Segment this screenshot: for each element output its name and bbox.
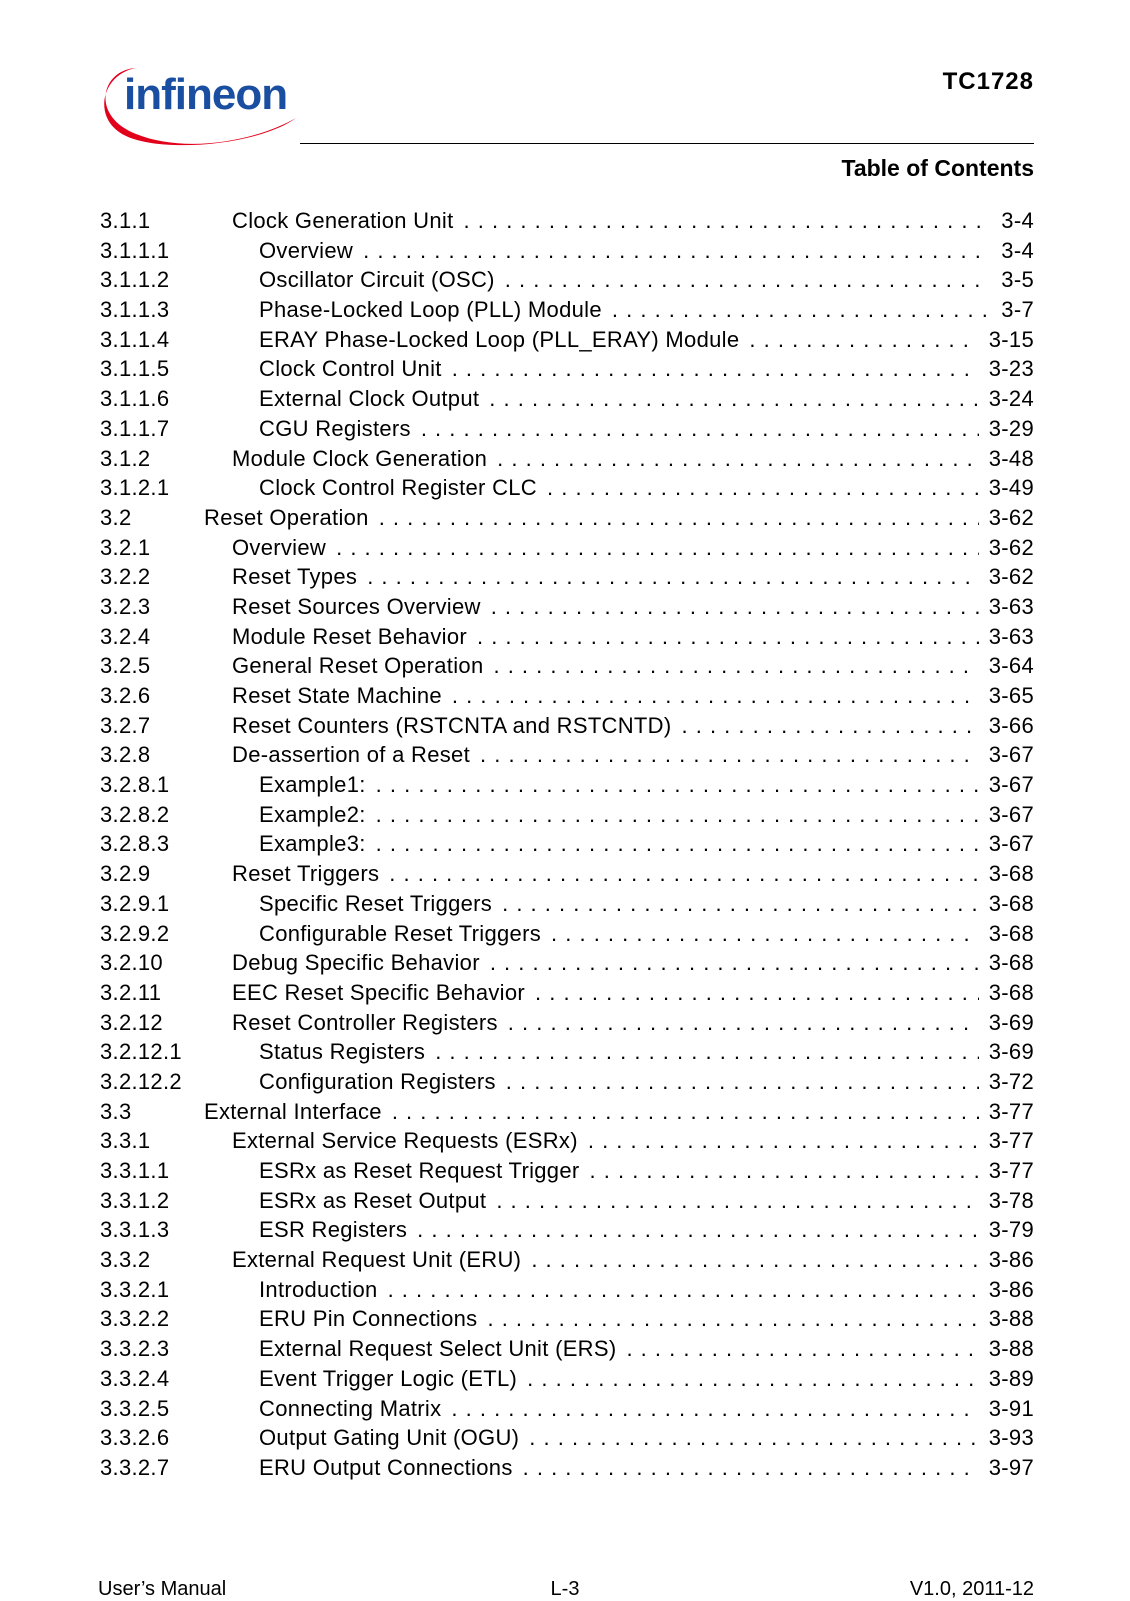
toc-entry-number: 3.3.2.7 — [100, 1454, 170, 1480]
toc-entry[interactable] — [100, 1186, 1034, 1216]
toc-leader-dots — [506, 1067, 979, 1097]
toc-entry-title[interactable]: Event Trigger Logic (ETL) — [259, 1365, 518, 1391]
toc-entry[interactable] — [100, 978, 1034, 1008]
toc-entry[interactable] — [100, 829, 1034, 859]
toc-entry-number: 3.2.3 — [100, 593, 151, 619]
toc-entry[interactable] — [100, 651, 1034, 681]
toc-leader-dots — [363, 236, 988, 266]
toc-leader-dots — [505, 265, 988, 295]
toc-entry-page[interactable]: 3-72 — [988, 1068, 1034, 1094]
toc-entry-title[interactable]: Reset Counters (RSTCNTA and RSTCNTD) — [232, 712, 672, 738]
section-title: Table of Contents — [841, 155, 1034, 181]
toc-entry-number: 3.2.12.2 — [100, 1068, 182, 1094]
toc-entry[interactable] — [100, 354, 1034, 384]
toc-entry[interactable] — [100, 592, 1034, 622]
toc-entry[interactable] — [100, 562, 1034, 592]
toc-entry-number: 3.1.1.6 — [100, 386, 170, 412]
toc-leader-dots — [376, 770, 979, 800]
toc-leader-dots — [535, 978, 979, 1008]
toc-entry-page[interactable]: 3-88 — [988, 1306, 1034, 1332]
toc-leader-dots — [529, 1423, 978, 1453]
toc-entry[interactable] — [100, 1275, 1034, 1305]
toc-leader-dots — [480, 740, 979, 770]
toc-entry[interactable] — [100, 1008, 1034, 1038]
toc-entry[interactable] — [100, 711, 1034, 741]
toc-entry-title[interactable]: Reset Sources Overview — [232, 593, 481, 619]
toc-entry-title[interactable]: Overview — [259, 237, 354, 263]
toc-entry-page[interactable]: 3-7 — [1001, 297, 1034, 323]
toc-entry-number: 3.3.1.2 — [100, 1187, 170, 1213]
toc-entry-number: 3.2.4 — [100, 623, 151, 649]
toc-entry-title[interactable]: Configuration Registers — [259, 1068, 496, 1094]
toc-entry-number: 3.2.8.1 — [100, 772, 170, 798]
toc-entry-number: 3.2.12.1 — [100, 1039, 182, 1065]
toc-entry-number: 3.3.2.3 — [100, 1336, 170, 1362]
toc-entry-title[interactable]: ERU Pin Connections — [259, 1306, 478, 1332]
toc-leader-dots — [527, 1364, 979, 1394]
toc-leader-dots — [749, 325, 978, 355]
toc-leader-dots — [612, 295, 988, 325]
toc-entry[interactable] — [100, 1245, 1034, 1275]
toc-entry-page[interactable]: 3-69 — [988, 1009, 1034, 1035]
toc-entry-title[interactable]: Clock Control Register CLC — [259, 475, 537, 501]
toc-entry-title[interactable]: Introduction — [259, 1276, 378, 1302]
toc-entry-number: 3.3.1.1 — [100, 1158, 170, 1183]
toc-entry-title[interactable]: Reset Triggers — [232, 861, 380, 887]
toc-entry-title[interactable]: Configurable Reset Triggers — [259, 920, 542, 946]
toc-leader-dots — [508, 1008, 979, 1038]
toc-leader-dots — [417, 1215, 979, 1245]
toc-entry-number: 3.3.2.6 — [100, 1425, 170, 1451]
toc-entry-title[interactable]: Output Gating Unit (OGU) — [259, 1425, 520, 1451]
toc-entry-page[interactable]: 3-79 — [988, 1217, 1034, 1243]
toc-entry-number: 3.1.1.3 — [100, 297, 170, 323]
toc-entry[interactable] — [100, 1394, 1034, 1424]
toc-entry[interactable] — [100, 1037, 1034, 1067]
toc-entry[interactable] — [100, 740, 1034, 770]
toc-entry-title[interactable]: CGU Registers — [259, 415, 411, 441]
toc-entry[interactable] — [100, 919, 1034, 949]
toc-entry-number: 3.3.2.5 — [100, 1395, 170, 1421]
toc-entry[interactable] — [100, 473, 1034, 503]
toc-leader-dots — [477, 622, 979, 652]
toc-entry-title[interactable]: Clock Control Unit — [259, 356, 442, 382]
toc-leader-dots — [551, 919, 979, 949]
toc-entry-page[interactable]: 3-62 — [988, 504, 1034, 530]
toc-entry-number: 3.3.2.2 — [100, 1306, 170, 1332]
toc-entry-number: 3.2.9 — [100, 861, 151, 887]
toc-entry-number: 3.2.6 — [100, 683, 151, 708]
toc-leader-dots — [452, 354, 979, 384]
toc-entry-page[interactable]: 3-88 — [988, 1336, 1034, 1362]
toc-entry-number: 3.1.2.1 — [100, 475, 170, 501]
toc-leader-dots — [464, 206, 988, 236]
toc-entry[interactable] — [100, 622, 1034, 652]
toc-entry-page[interactable]: 3-77 — [988, 1128, 1034, 1154]
toc-entry[interactable] — [100, 1126, 1034, 1156]
toc-entry[interactable] — [100, 948, 1034, 978]
toc-entry[interactable] — [100, 503, 1034, 533]
toc-entry[interactable] — [100, 444, 1034, 474]
toc-entry-title[interactable]: Example3: — [259, 831, 366, 857]
toc-entry-title[interactable]: EEC Reset Specific Behavior — [232, 979, 526, 1005]
toc-entry-title[interactable]: External Service Requests (ESRx) — [232, 1128, 578, 1154]
toc-entry-title[interactable]: Example2: — [259, 801, 366, 827]
toc-entry-title[interactable]: Overview — [232, 534, 327, 560]
toc-entry-page[interactable]: 3-5 — [1001, 267, 1034, 293]
toc-leader-dots — [379, 503, 979, 533]
toc-entry-number: 3.2.1 — [100, 534, 151, 560]
toc-entry[interactable] — [100, 1423, 1034, 1453]
toc-entry-page[interactable]: 3-49 — [988, 475, 1034, 501]
toc-entry[interactable] — [100, 859, 1034, 889]
toc-entry-number: 3.1.1.1 — [100, 237, 170, 263]
document-id: TC1728 — [942, 68, 1034, 95]
toc-entry-title[interactable]: Status Registers — [259, 1039, 426, 1065]
toc-leader-dots — [497, 444, 979, 474]
toc-entry-number: 3.3 — [100, 1098, 132, 1124]
toc-entry-page[interactable]: 3-24 — [988, 386, 1034, 412]
toc-entry-number: 3.1.1 — [100, 208, 151, 233]
toc-entry[interactable] — [100, 384, 1034, 414]
toc-entry-title[interactable]: Example1: — [259, 772, 366, 798]
toc-leader-dots — [491, 592, 979, 622]
toc-entry[interactable] — [100, 295, 1034, 325]
footer-page-number: L-3 — [550, 1578, 580, 1600]
toc-entry-page[interactable]: 3-23 — [988, 356, 1034, 382]
toc-leader-dots — [496, 1186, 978, 1216]
toc-entry-page[interactable]: 3-67 — [988, 772, 1034, 798]
toc-entry-page[interactable]: 3-63 — [988, 593, 1034, 619]
toc-entry-number: 3.1.1.7 — [100, 415, 170, 441]
toc-entry-title[interactable]: Reset Types — [232, 564, 358, 590]
toc-entry-title[interactable]: External Request Select Unit (ERS) — [259, 1336, 617, 1362]
toc-entry[interactable] — [100, 1215, 1034, 1245]
toc-entry-page[interactable]: 3-67 — [988, 801, 1034, 827]
toc-entry-number: 3.1.2 — [100, 445, 151, 471]
toc-entry-number: 3.3.2.1 — [100, 1276, 170, 1302]
toc-entry-title[interactable]: ESRx as Reset Request Trigger — [259, 1158, 580, 1183]
toc-entry[interactable] — [100, 1364, 1034, 1394]
toc-entry[interactable] — [100, 770, 1034, 800]
toc-entry-title[interactable]: Module Clock Generation — [232, 445, 488, 471]
toc-leader-dots — [435, 1037, 979, 1067]
toc-entry-page[interactable]: 3-66 — [988, 712, 1034, 738]
toc-entry-number: 3.1.1.4 — [100, 326, 170, 352]
toc-leader-dots — [451, 1394, 978, 1424]
toc-entry[interactable] — [100, 236, 1034, 266]
toc-entry-number: 3.2.8.3 — [100, 831, 170, 857]
toc-leader-dots — [682, 711, 979, 741]
toc-entry-page[interactable]: 3-4 — [1001, 208, 1034, 233]
toc-entry-title[interactable]: Connecting Matrix — [259, 1395, 442, 1421]
toc-entry[interactable] — [100, 1097, 1034, 1127]
toc-entry-title[interactable]: Phase-Locked Loop (PLL) Module — [259, 297, 602, 323]
toc-entry-title[interactable]: General Reset Operation — [232, 653, 484, 679]
toc-leader-dots — [502, 889, 979, 919]
toc-entry-page[interactable]: 3-15 — [988, 326, 1034, 352]
toc-entry[interactable] — [100, 533, 1034, 563]
toc-entry[interactable] — [100, 681, 1034, 711]
toc-entry-page[interactable]: 3-67 — [988, 831, 1034, 857]
toc-leader-dots — [376, 829, 979, 859]
footer-version: V1.0, 2011-12 — [909, 1578, 1034, 1600]
toc-entry-number: 3.3.2.4 — [100, 1365, 170, 1391]
toc-entry-number: 3.2.2 — [100, 564, 151, 590]
toc-entry-page[interactable]: 3-64 — [988, 653, 1034, 679]
toc-entry-title[interactable]: De-assertion of a Reset — [232, 742, 471, 768]
toc-entry-number: 3.1.1.2 — [100, 267, 170, 293]
toc-entry-page[interactable]: 3-68 — [988, 920, 1034, 946]
toc-entry-title[interactable]: ERAY Phase-Locked Loop (PLL_ERAY) Module — [259, 326, 740, 352]
toc-entry-title[interactable]: ESRx as Reset Output — [259, 1187, 487, 1213]
toc-entry-title[interactable]: Specific Reset Triggers — [259, 890, 493, 916]
toc-entry[interactable] — [100, 1067, 1034, 1097]
toc-entry-page[interactable]: 3-67 — [988, 742, 1034, 768]
toc-entry[interactable] — [100, 1304, 1034, 1334]
toc-leader-dots — [523, 1453, 979, 1483]
toc-entry-title[interactable]: Oscillator Circuit (OSC) — [259, 267, 495, 293]
toc-entry-page[interactable]: 3-78 — [988, 1187, 1034, 1213]
toc-leader-dots — [376, 800, 979, 830]
toc-entry-number: 3.2 — [100, 504, 132, 530]
toc-entry-page[interactable]: 3-86 — [988, 1276, 1034, 1302]
toc-entry-title[interactable]: Reset State Machine — [232, 683, 442, 708]
toc-entry-number: 3.2.5 — [100, 653, 151, 679]
toc-entry-number: 3.2.12 — [100, 1009, 163, 1035]
toc-entry[interactable] — [100, 1453, 1034, 1483]
toc-entry-number: 3.2.11 — [100, 979, 162, 1005]
toc-entry-page[interactable]: 3-62 — [988, 564, 1034, 590]
toc-entry-number: 3.2.9.1 — [100, 890, 170, 916]
toc-entry-number: 3.2.9.2 — [100, 920, 170, 946]
toc-entry-number: 3.1.1.5 — [100, 356, 170, 382]
toc-entry-page[interactable]: 3-97 — [988, 1454, 1034, 1480]
toc-leader-dots — [336, 533, 979, 563]
toc-entry-page[interactable]: 3-69 — [988, 1039, 1034, 1065]
toc-leader-dots — [367, 562, 979, 592]
logo-wordmark: infineon — [124, 70, 288, 119]
toc-entry-page[interactable]: 3-62 — [988, 534, 1034, 560]
toc-entry-title[interactable]: Reset Operation — [204, 504, 369, 530]
toc-entry[interactable] — [100, 1156, 1034, 1186]
toc-entry[interactable] — [100, 414, 1034, 444]
toc-entry-title[interactable]: ESR Registers — [259, 1217, 408, 1243]
toc-entry-page[interactable]: 3-91 — [988, 1395, 1034, 1421]
toc-entry[interactable] — [100, 800, 1034, 830]
toc-entry-number: 3.2.7 — [100, 712, 151, 738]
toc-entry-page[interactable]: 3-68 — [988, 950, 1034, 976]
toc-entry-title[interactable]: External Request Unit (ERU) — [232, 1247, 522, 1273]
toc-entry-title[interactable]: ERU Output Connections — [259, 1454, 513, 1480]
toc-leader-dots — [590, 1156, 979, 1186]
toc-entry-page[interactable]: 3-63 — [988, 623, 1034, 649]
toc-leader-dots — [547, 473, 979, 503]
toc-entry-page[interactable]: 3-65 — [988, 683, 1034, 708]
toc-leader-dots — [626, 1334, 978, 1364]
toc-entry-title[interactable]: Clock Generation Unit — [232, 208, 454, 233]
toc-entry-title[interactable]: Reset Controller Registers — [232, 1009, 498, 1035]
toc-entry-page[interactable]: 3-86 — [988, 1247, 1034, 1273]
toc-leader-dots — [389, 859, 979, 889]
toc-entry[interactable] — [100, 325, 1034, 355]
toc-entry[interactable] — [100, 1334, 1034, 1364]
toc-leader-dots — [388, 1275, 979, 1305]
toc-leader-dots — [421, 414, 979, 444]
toc-entry-number: 3.3.1.3 — [100, 1217, 170, 1243]
toc-entry-page[interactable]: 3-4 — [1001, 237, 1034, 263]
infineon-logo — [96, 56, 306, 151]
toc-entry-page[interactable]: 3-89 — [988, 1365, 1034, 1391]
toc-entry-title[interactable]: External Clock Output — [259, 386, 480, 412]
toc-entry-number: 3.3.2 — [100, 1247, 151, 1273]
toc-leader-dots — [588, 1126, 979, 1156]
toc-leader-dots — [452, 681, 979, 711]
toc-entry-page[interactable]: 3-68 — [988, 890, 1034, 916]
toc-entry-number: 3.2.10 — [100, 950, 163, 976]
header-rule — [300, 143, 1034, 144]
toc-entry-page[interactable]: 3-68 — [988, 979, 1034, 1005]
toc-entry-page[interactable]: 3-93 — [988, 1425, 1034, 1451]
toc-entry[interactable] — [100, 206, 1034, 236]
toc-leader-dots — [392, 1097, 979, 1127]
toc-entry-page[interactable]: 3-77 — [988, 1158, 1034, 1183]
toc-entry-title[interactable]: Module Reset Behavior — [232, 623, 467, 649]
table-of-contents — [100, 206, 1034, 1483]
toc-entry-page[interactable]: 3-29 — [988, 415, 1034, 441]
footer-manual-label: User’s Manual — [98, 1578, 227, 1600]
toc-leader-dots — [531, 1245, 978, 1275]
toc-entry-number: 3.2.8 — [100, 742, 151, 768]
toc-entry-title[interactable]: Debug Specific Behavior — [232, 950, 480, 976]
toc-leader-dots — [489, 384, 978, 414]
toc-entry[interactable] — [100, 265, 1034, 295]
toc-leader-dots — [487, 1304, 978, 1334]
toc-leader-dots — [490, 948, 979, 978]
toc-entry-page[interactable]: 3-48 — [988, 445, 1034, 471]
toc-leader-dots — [493, 651, 978, 681]
toc-entry-page[interactable]: 3-68 — [988, 861, 1034, 887]
toc-entry-number: 3.3.1 — [100, 1128, 151, 1154]
toc-entry[interactable] — [100, 889, 1034, 919]
toc-entry-title[interactable]: External Interface — [204, 1098, 382, 1124]
toc-entry-page[interactable]: 3-77 — [988, 1098, 1034, 1124]
toc-entry-number: 3.2.8.2 — [100, 801, 170, 827]
